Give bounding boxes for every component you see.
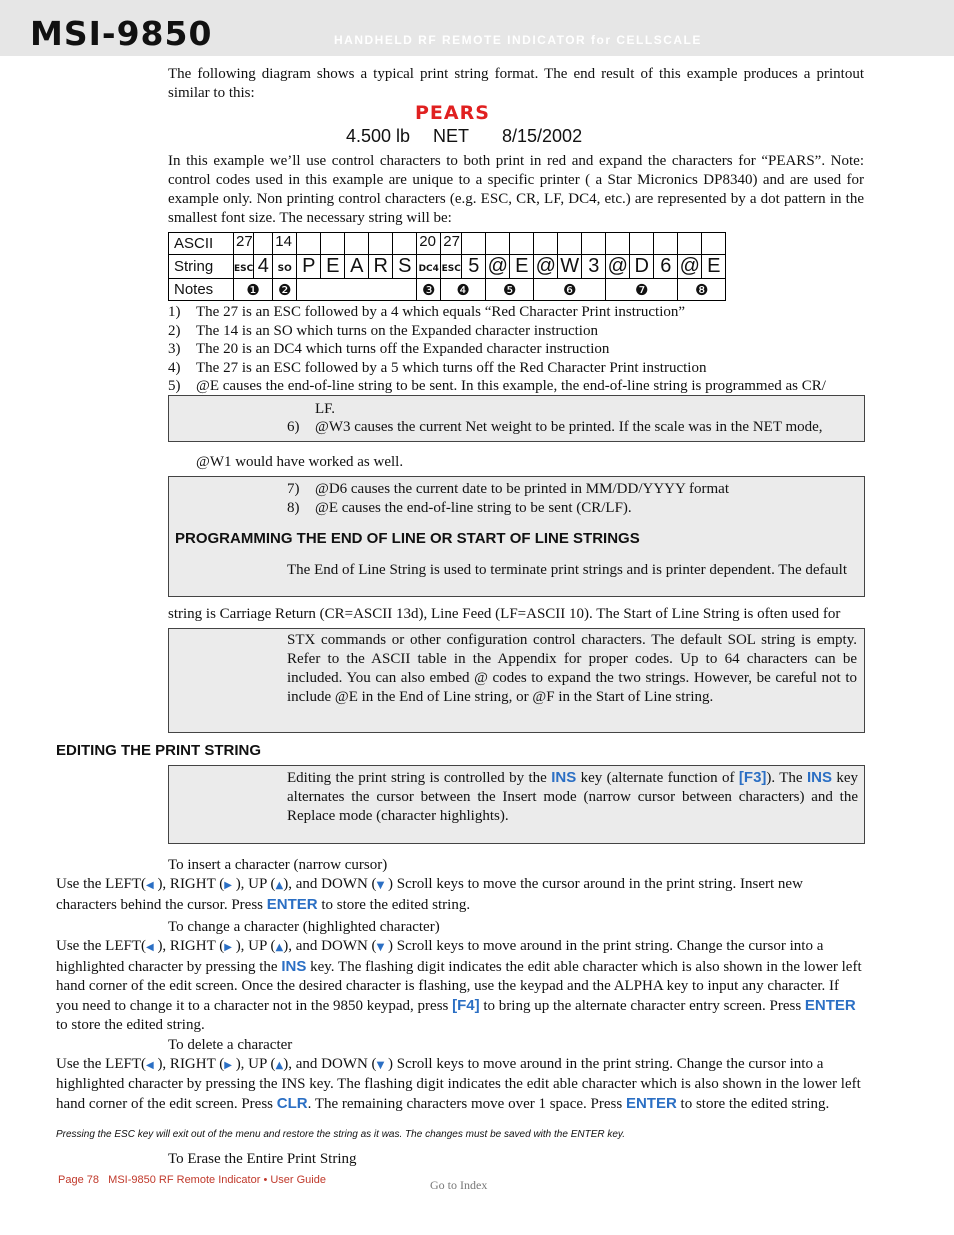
ascii-cell: 20	[417, 233, 441, 255]
ascii-cell	[654, 233, 678, 255]
ascii-cell: 14	[273, 233, 297, 255]
enter-key-label: ENTER	[804, 997, 856, 1014]
string-cell: @	[607, 255, 628, 277]
content-box-4	[168, 765, 865, 844]
f3-key-label: [F3]	[738, 769, 767, 786]
string-cell: E	[702, 255, 726, 279]
model-title: MSI-9850	[30, 14, 213, 53]
note-marker-cell: ❻	[534, 279, 606, 301]
ascii-cell	[393, 233, 417, 255]
ascii-cell	[345, 233, 369, 255]
note-marker-cell	[297, 279, 417, 301]
ascii-cell	[369, 233, 393, 255]
printout-date: 8/15/2002	[502, 126, 583, 146]
print-string-table	[168, 232, 726, 301]
enter-key-label: ENTER	[625, 1095, 677, 1112]
right-arrow-icon: ▶	[224, 942, 232, 953]
eol-paragraph: The End of Line String is used to terminate print strings and is printer dependent. The default	[287, 562, 848, 578]
ascii-cell	[558, 233, 582, 255]
note6-continuation: @W1 would have worked as well.	[196, 454, 404, 470]
ascii-cell: 27	[441, 233, 462, 255]
intro2-paragraph: In this example we’ll use control characters to both print in red and expand the characters for “PEARS”. Note: control codes used in this example are unique to a specific printer ( a Star Micronics DP8340) and are used for example only. Non printing control characters (e.g. ESC, CR, LF, DC4, etc.) are represented by a dot pattern in the smallest font size. The necessary string will be:	[168, 153, 864, 226]
ascii-cell	[582, 233, 606, 255]
up-arrow-icon: ▲	[275, 880, 284, 891]
printout-title: PEARS	[415, 102, 490, 124]
enter-key-label: ENTER	[266, 896, 318, 913]
ascii-cell	[534, 233, 558, 255]
note6-text: @W3 causes the current Net weight to be printed. If the scale was in the NET mode,	[315, 419, 823, 435]
string-cell: 3	[582, 255, 606, 279]
ascii-cell: 27	[234, 233, 254, 255]
down-arrow-icon: ▼	[376, 942, 385, 953]
sol-paragraph: STX commands or other configuration control characters. The default SOL string is empty. Refer to the ASCII table in the Appendix for proper codes. Up to 64 characters can be included. You can also embed @ codes to expand the two strings. However, be careful not to include @E in the End of Line string, or @F in the Start of Line string.	[287, 632, 857, 705]
left-arrow-icon: ◀	[145, 942, 154, 953]
note-marker-cell: ❷	[273, 279, 297, 301]
note-marker-cell: ❺	[486, 279, 534, 301]
section-heading-eol: PROGRAMMING THE END OF LINE OR START OF LINE STRINGS	[175, 530, 640, 547]
left-arrow-icon: ◀	[145, 1060, 154, 1071]
string-cell: ESC	[234, 255, 254, 279]
page-number: Page 78	[58, 1174, 99, 1186]
string-cell: 6	[654, 255, 678, 279]
string-cell: R	[369, 255, 393, 279]
string-cell: W	[558, 255, 582, 279]
delete-paragraph: Use the LEFT(◀ ), RIGHT (▶ ), UP (▲), and DOWN (▼ ) Scroll keys to move around in the print string. Change the cursor into a highlighted character by pressing the INS key. The flashing digit indicates the edit able character which is also shown in the lower left hand corner of the edit screen. Press CLR. The remaining characters move over 1 space. Press ENTER to store the edited string.	[56, 1056, 861, 1112]
ascii-cell	[321, 233, 345, 255]
change-paragraph: Use the LEFT(◀ ), RIGHT (▶ ), UP (▲), and DOWN (▼ ) Scroll keys to move around in the print string. Change the cursor into a highlighted character by pressing the INS key. The flashing digit indicates the edit able character which is also shown in the lower left hand corner of the edit screen. Once the desired character is flashing, use the keypad and the ALPHA key to input any character. If you need to change it to a character not in the 9850 keypad, press [F4] to bring up the alternate character entry screen. Press ENTER to store the edited string.	[56, 938, 862, 1033]
note8-text: @E causes the end-of-line string to be sent (CR/LF).	[315, 500, 632, 516]
ascii-cell	[254, 233, 273, 255]
insert-paragraph: Use the LEFT(◀ ), RIGHT (▶ ), UP (▲), and DOWN (▼ ) Scroll keys to move the cursor around in the print string. Insert new characters behind the cursor. Press ENTER to store the edited string.	[56, 876, 803, 913]
string-cell: DC4	[417, 255, 441, 279]
row-label-ascii: ASCII	[169, 233, 234, 255]
note6-number: 6)	[287, 419, 300, 435]
note7-text: @D6 causes the current date to be printed in MM/DD/YYYY format	[315, 481, 729, 497]
ascii-cell	[510, 233, 534, 255]
right-arrow-icon: ▶	[224, 1060, 232, 1071]
row-label-notes: Notes	[169, 279, 234, 301]
note-marker-cell: ❹	[441, 279, 486, 301]
string-cell: SO	[273, 255, 297, 279]
esc-note: Pressing the ESC key will exit out of the menu and restore the string as it was. The changes must be saved with the ENTER key.	[56, 1129, 625, 1140]
string-cell: E	[510, 255, 534, 279]
string-cell: @	[679, 255, 700, 277]
string-cell: 4	[254, 255, 273, 279]
ascii-cell	[702, 233, 726, 255]
ascii-cell	[630, 233, 654, 255]
erase-title: To Erase the Entire Print String	[168, 1151, 357, 1167]
down-arrow-icon: ▼	[376, 1060, 385, 1071]
content-box-1	[168, 395, 865, 442]
change-title: To change a character (highlighted character)	[168, 919, 440, 935]
section-heading-editing: EDITING THE PRINT STRING	[56, 742, 262, 759]
printout-weight: 4.500 lb	[346, 126, 411, 146]
string-cell: @	[487, 255, 508, 277]
f4-key-label: [F4]	[452, 997, 480, 1014]
note-marker-cell: ❽	[678, 279, 726, 301]
ascii-cell	[297, 233, 321, 255]
editing-paragraph: Editing the print string is controlled by the INS key (alternate function of [F3]). The INS key alternates the cursor between the Insert mode (narrow cursor between characters) and the Replace mode (character highlights).	[287, 769, 859, 824]
note7-number: 7)	[287, 481, 300, 497]
string-cell: 5	[462, 255, 486, 279]
footer-page	[58, 1174, 326, 1186]
string-cell: A	[345, 255, 369, 279]
string-cell: S	[393, 255, 417, 279]
up-arrow-icon: ▲	[275, 1060, 284, 1071]
ascii-cell	[678, 233, 702, 255]
string-cell: D	[630, 255, 654, 279]
ins-key-label: INS	[551, 769, 577, 786]
string-cell: ESC	[441, 255, 462, 279]
insert-title: To insert a character (narrow cursor)	[168, 857, 388, 873]
ins-key-label: INS	[281, 958, 307, 975]
intro-paragraph: The following diagram shows a typical print string format. The end result of this example produces a printout similar to this:	[168, 66, 864, 101]
content-box-3	[168, 628, 865, 733]
ascii-cell	[606, 233, 630, 255]
ascii-cell	[486, 233, 510, 255]
row-label-string: String	[169, 255, 234, 279]
header-tagline: HANDHELD RF REMOTE INDICATOR for CELLSCALE	[334, 33, 702, 47]
note-marker-cell: ❶	[234, 279, 273, 301]
ins-key-label-2: INS	[806, 769, 832, 786]
string-cell: E	[321, 255, 345, 279]
string-cell: P	[297, 255, 321, 279]
content-box-2	[168, 476, 865, 597]
delete-title: To delete a character	[168, 1037, 293, 1053]
left-arrow-icon: ◀	[145, 880, 154, 891]
right-arrow-icon: ▶	[224, 880, 232, 891]
guide-title: MSI-9850 RF Remote Indicator • User Guide	[108, 1174, 326, 1186]
string-cell: @	[535, 255, 556, 277]
up-arrow-icon: ▲	[275, 942, 284, 953]
note-marker-cell: ❼	[606, 279, 678, 301]
clr-key-label: CLR	[276, 1095, 308, 1112]
eol-continuation: string is Carriage Return (CR=ASCII 13d), Line Feed (LF=ASCII 10). The Start of Line String is often used for	[168, 606, 841, 622]
note-marker-cell: ❸	[417, 279, 441, 301]
down-arrow-icon: ▼	[376, 880, 385, 891]
printout-mode: NET	[433, 126, 469, 146]
note5-continuation: LF.	[315, 401, 336, 417]
note8-number: 8)	[287, 500, 300, 516]
go-to-index-link[interactable]: Go to Index	[430, 1178, 488, 1192]
ascii-cell	[462, 233, 486, 255]
